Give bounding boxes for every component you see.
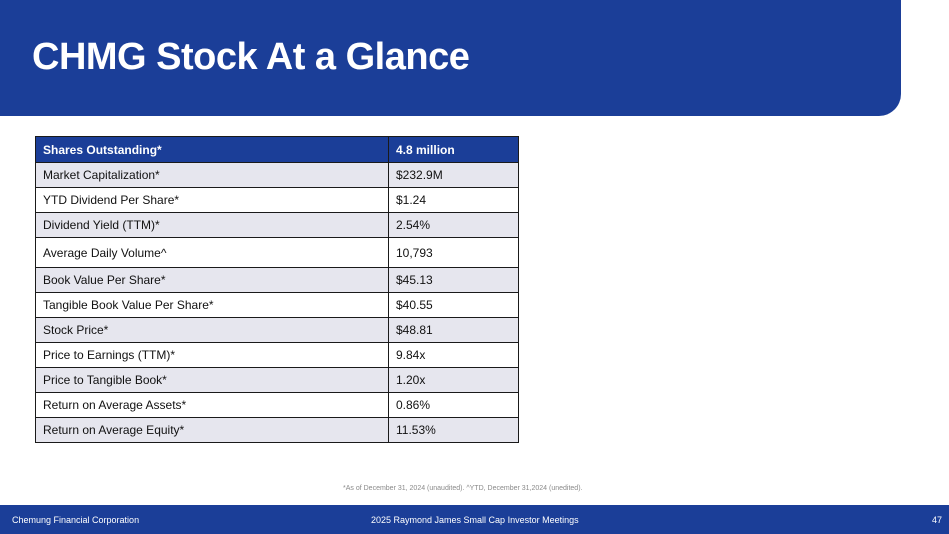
row-value: 1.20x xyxy=(389,368,519,393)
row-label: Tangible Book Value Per Share* xyxy=(36,293,389,318)
row-value: $232.9M xyxy=(389,163,519,188)
row-label: Shares Outstanding* xyxy=(36,137,389,163)
table-row xyxy=(36,343,519,368)
footer-company: Chemung Financial Corporation xyxy=(12,515,140,525)
table-row xyxy=(36,393,519,418)
page-number: 47 xyxy=(931,515,942,525)
row-value: 2.54% xyxy=(389,213,519,238)
table-row xyxy=(36,293,519,318)
footer-event: 2025 Raymond James Small Cap Investor Meetings xyxy=(371,515,579,525)
row-value: 10,793 xyxy=(389,238,519,268)
page-title: CHMG Stock At a Glance xyxy=(32,36,470,78)
row-value: 11.53% xyxy=(389,418,519,443)
table-header-row xyxy=(36,137,519,163)
row-label: Average Daily Volume^ xyxy=(36,238,389,268)
row-label: Return on Average Equity* xyxy=(36,418,389,443)
table-row xyxy=(36,268,519,293)
row-value: 0.86% xyxy=(389,393,519,418)
title-banner xyxy=(0,0,901,116)
row-label: Price to Tangible Book* xyxy=(36,368,389,393)
row-label: Price to Earnings (TTM)* xyxy=(36,343,389,368)
footer-bar xyxy=(0,505,949,534)
row-value: $40.55 xyxy=(389,293,519,318)
row-value: 9.84x xyxy=(389,343,519,368)
table-row xyxy=(36,368,519,393)
table-row xyxy=(36,188,519,213)
row-value: 4.8 million xyxy=(389,137,519,163)
row-label: Return on Average Assets* xyxy=(36,393,389,418)
table-row xyxy=(36,238,519,268)
row-label: Market Capitalization* xyxy=(36,163,389,188)
stock-stats-table xyxy=(35,136,519,443)
row-value: $45.13 xyxy=(389,268,519,293)
table-row xyxy=(36,163,519,188)
row-value: $48.81 xyxy=(389,318,519,343)
table-row xyxy=(36,318,519,343)
table-row xyxy=(36,418,519,443)
footnote: *As of December 31, 2024 (unaudited). ^YTD, December 31,2024 (unedited). xyxy=(343,485,583,492)
row-label: Book Value Per Share* xyxy=(36,268,389,293)
row-value: $1.24 xyxy=(389,188,519,213)
row-label: Stock Price* xyxy=(36,318,389,343)
row-label: YTD Dividend Per Share* xyxy=(36,188,389,213)
row-label: Dividend Yield (TTM)* xyxy=(36,213,389,238)
table-row xyxy=(36,213,519,238)
